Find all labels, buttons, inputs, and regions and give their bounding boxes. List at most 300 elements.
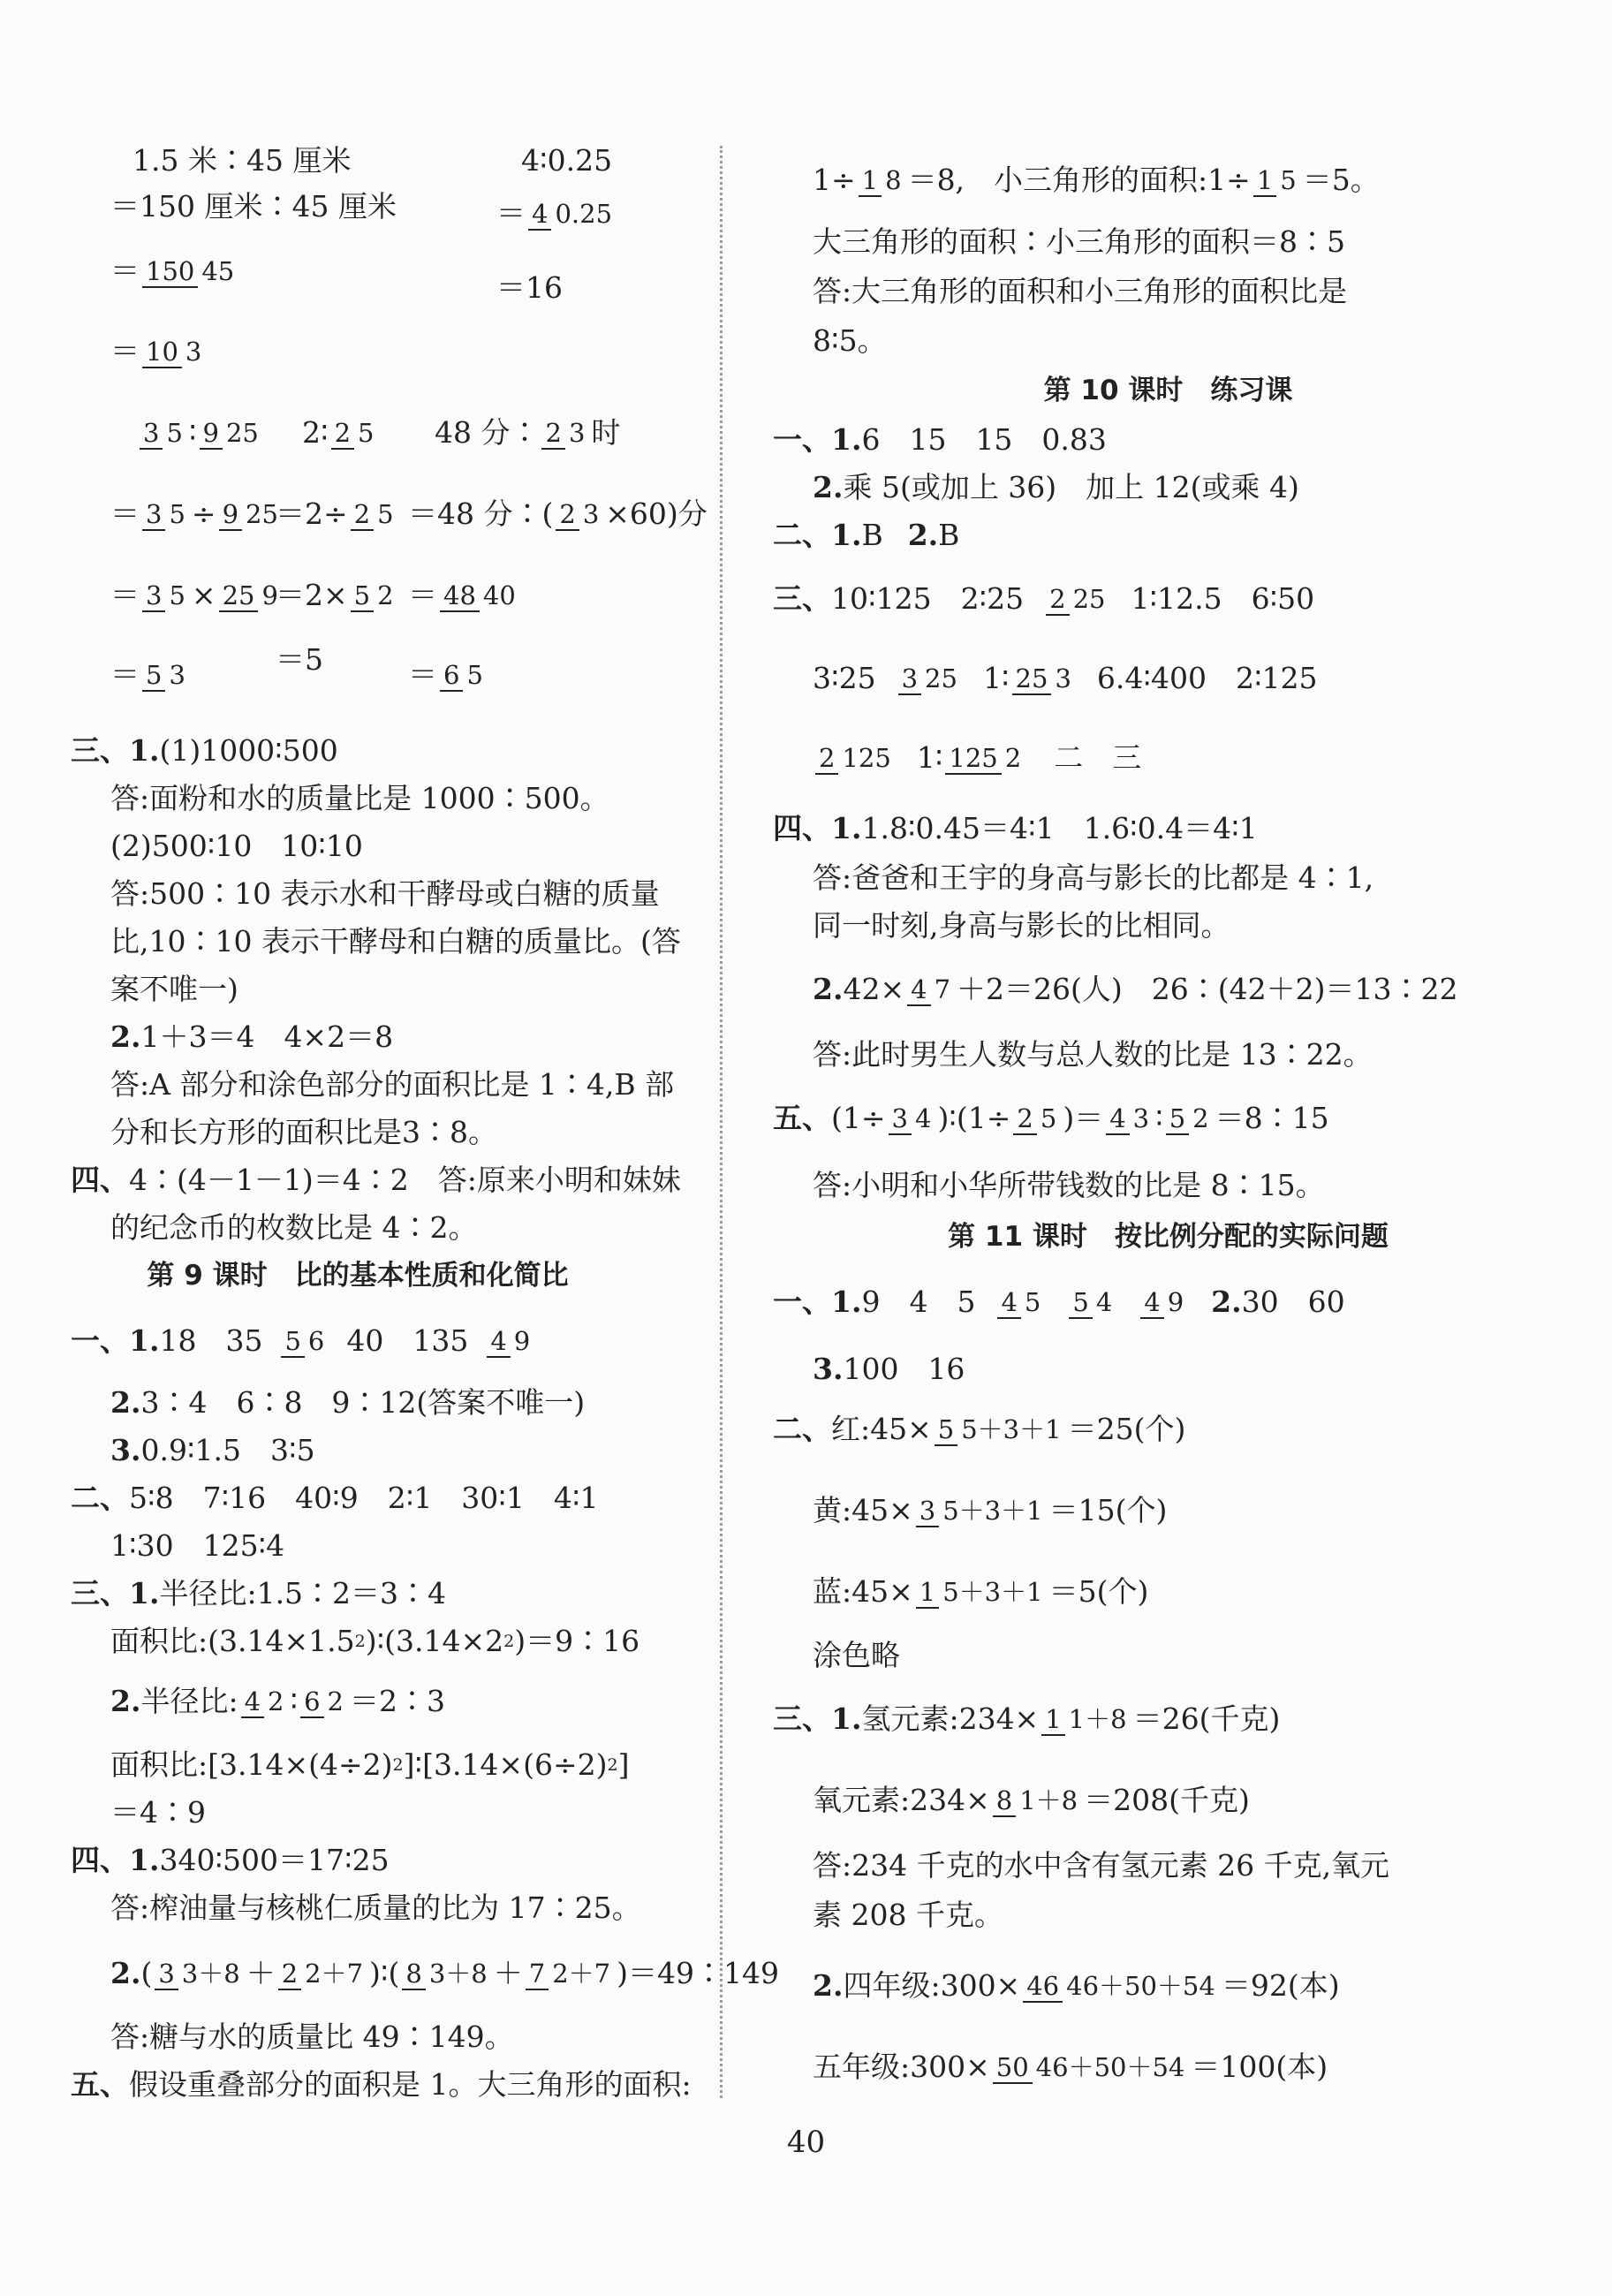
text-segment: 48 分∶ [435,415,540,450]
numerator: 50 [993,2052,1033,2084]
text-segment: 2. [813,972,844,1006]
line [813,322,887,360]
numerator: 2 [541,418,564,450]
text-segment: ＝2× [276,578,348,612]
text-segment: 10∶125 2∶25 [831,581,1025,616]
text-segment: ＝4∶9 [110,1795,206,1830]
text-segment: )＝49∶149 [617,1956,779,1990]
line [110,779,609,818]
text-segment: 面积比:(3.14×1.5 [110,1624,355,1658]
text-segment: ＝ [110,657,140,692]
text-segment: 2. [110,1019,141,1054]
line: 1.5 米∶45 厘米 [132,143,352,178]
fraction [300,1687,347,1716]
numerator: 2 [556,499,579,531]
text-segment: ÷ [191,496,216,531]
numerator: 4 [907,974,930,1006]
text-segment: 蓝:45× [813,1574,913,1609]
text-segment: 三、1. [71,1576,160,1610]
denominator: 125 [842,743,891,773]
text-segment: )∶(3.14×2 [365,1624,504,1658]
text-segment: 氢元素:234× [861,1701,1040,1736]
line [71,1161,681,1200]
text-segment: 的纪念币的枚数比是 4∶2。 [110,1210,478,1245]
text-segment: 第 10 课时 练习课 [1043,375,1293,406]
fraction [1012,664,1075,693]
text-segment: ∶ [1155,1101,1163,1135]
text-segment: 9 4 5 [861,1284,976,1319]
fraction [331,419,378,447]
text-segment: 四、 [71,1163,129,1197]
text-segment: 时 [591,415,621,450]
text-segment: ＋ [493,1956,523,1990]
line [110,1889,641,1928]
fraction [487,1327,534,1355]
text-segment: 1.8∶0.45＝4∶1 1.6∶0.4＝4∶1 [861,811,1258,845]
text-segment: 2. [110,1956,141,1990]
fraction [528,200,616,228]
text-segment: 三、1. [773,1701,862,1736]
fraction [155,1959,243,1988]
text-segment: ＝ [110,496,140,531]
denominator: 2 [268,1686,284,1716]
denominator: 3 [169,660,185,690]
denominator: 3＋8 [428,1959,488,1989]
denominator: 25 [1072,584,1106,614]
text-segment: 四、1. [71,1843,160,1877]
fraction [1046,585,1109,613]
numerator: 6 [300,1686,323,1718]
text-segment: ＝ [408,657,437,692]
numerator: 2 [351,499,374,531]
fraction [1140,1288,1187,1316]
denominator: 25 [246,499,278,529]
numerator: 4 [1106,1103,1129,1135]
text-segment: ＝5 [276,642,323,677]
line [110,1622,640,1661]
fraction [142,661,189,689]
text-segment: 分和长方形的面积比是3∶8。 [110,1115,497,1149]
text-segment: ( [140,1956,153,1990]
denominator: 2＋7 [552,1959,611,1989]
fraction [993,2053,1189,2081]
denominator: 9 [513,1326,531,1356]
numerator: 9 [219,499,242,531]
numerator: 2 [815,743,838,775]
text-segment: ] [617,1747,630,1782]
section-title-lesson-11 [724,1217,1612,1256]
fraction [241,1687,288,1716]
numerator: 3 [889,1103,912,1135]
denominator: 25 [225,418,259,448]
fraction [351,581,397,610]
line [813,906,1230,945]
line [110,922,681,961]
text-segment: 3. [110,1433,141,1467]
fraction [541,419,588,447]
denominator: 5 [169,580,185,610]
numerator: 2 [331,418,354,450]
fraction [935,1415,1065,1444]
text-segment: 42× [843,972,905,1006]
denominator: 4 [1095,1287,1113,1317]
line [773,1283,1345,1322]
numerator: 10 [142,337,182,368]
text-segment: 二、1. [773,518,862,552]
numerator: 3 [142,580,165,612]
line [71,1322,536,1360]
text-segment: 半径比: [140,1684,238,1718]
fraction [1253,166,1300,194]
text-segment: 答:大三角形的面积和小三角形的面积比是 [813,274,1348,308]
line [71,1574,446,1613]
line [813,272,1347,311]
fraction [440,661,487,689]
denominator: 3＋8 [181,1959,240,1989]
line [813,161,1380,200]
text-segment: 三、1. [71,733,160,768]
text-segment: ＝2÷ [276,496,348,531]
fraction [997,1288,1044,1316]
denominator: 5 [358,418,375,448]
text-segment: 1∶30 125∶4 [110,1528,285,1563]
line [813,859,1374,898]
numerator: 5 [1166,1103,1189,1135]
text-segment: 一、1. [773,422,862,457]
fraction [1023,1972,1219,2000]
denominator: 5＋3＋1 [942,1577,1043,1607]
numerator: 48 [440,580,480,612]
line [813,1572,1148,1611]
denominator: 46＋50＋54 [1066,1971,1215,2001]
line [408,495,708,534]
numerator: 5 [351,580,374,612]
text-segment: 四、1. [773,811,862,845]
line [773,580,1314,618]
text-segment: (1)1000∶500 [159,733,338,768]
text-segment: (2)500∶10 10∶10 [110,829,363,863]
denominator: 2 [1192,1103,1209,1133]
text-segment: ∶ [290,1684,299,1718]
denominator: 5＋3＋1 [961,1414,1062,1444]
line [813,468,1299,507]
denominator: 5 [166,418,183,448]
denominator: 5 [1024,1287,1041,1317]
numerator: 5 [1069,1287,1092,1319]
text-segment: (1÷ [831,1101,886,1135]
text-segment: 红:45× [831,1412,932,1446]
text-segment: 2. [1211,1284,1242,1319]
text-segment: 2∶ [302,415,329,450]
line [71,1841,390,1880]
text-segment: B [861,518,883,552]
numerator: 1 [916,1577,939,1609]
line [110,1954,779,1993]
line: ＝ 10 3 [110,332,208,371]
line: ＝ 4 0.25 [496,194,618,233]
fraction [281,1327,328,1355]
text-segment: 4∶(4－1－1)＝4∶2 答:原来小明和妹妹 [129,1163,681,1197]
text-segment: 黄:45× [813,1493,913,1527]
numerator: 2 [1013,1103,1036,1135]
fraction [278,1959,367,1988]
text-segment: 五、 [773,1101,831,1135]
text-segment: 答:爸爸和王宇的身高与影长的比都是 4∶1, [813,860,1374,895]
line [110,1018,393,1057]
text-segment: ×60)分 [605,496,708,531]
fraction [815,744,895,772]
text-segment: 一、1. [773,1284,862,1319]
text-segment: 答:此时男生人数与总人数的比是 13∶22。 [813,1037,1373,1072]
numerator: 25 [219,580,259,612]
text-segment: ＝26(千克) [1132,1701,1281,1736]
text-segment: 答:500∶10 表示水和干酵母或白糖的质量 [110,876,660,911]
text-segment: × [191,578,216,612]
numerator: 3 [916,1496,939,1527]
fraction [898,664,961,693]
text-segment: ]∶[3.14×(6÷2) [403,1747,608,1782]
text-segment: ＝8, 小三角形的面积:1÷ [907,163,1251,197]
fraction [907,975,954,1004]
text-segment: 2. [907,518,939,552]
denominator: 1＋8 [1068,1704,1127,1734]
section-title-lesson-9 [0,1256,715,1295]
text-segment: 二、 [773,1412,831,1446]
line [110,1113,497,1152]
text-segment: 2 [392,1755,404,1775]
line [110,1431,315,1470]
numerator: 2 [278,1959,301,1990]
denominator: 5＋3＋1 [942,1496,1043,1526]
fraction [440,581,519,610]
line [71,2065,692,2104]
line [110,1065,674,1104]
line [110,1209,477,1247]
section-title-lesson-10 [724,371,1612,410]
text-segment: 答:面粉和水的质量比是 1000∶500。 [110,781,609,815]
denominator: 3 [1055,663,1071,693]
text-segment: ∶ [188,415,197,450]
line: 4∶0.25 [521,143,613,178]
numerator: 3 [898,663,921,695]
text-segment: ＝48 分∶( [408,496,554,531]
page-number: 40 [786,2125,826,2160]
line: ＝150 厘米∶45 厘米 [110,189,397,224]
numerator: 5 [281,1326,304,1358]
text-segment: 2 [354,1632,366,1651]
fraction [142,500,189,528]
text-segment: 第 11 课时 按比例分配的实际问题 [948,1221,1389,1253]
text-segment: 1＋3＝4 4×2＝8 [140,1019,394,1054]
fraction [142,581,189,610]
text-segment: 0.9∶1.5 3∶5 [140,1433,315,1467]
fraction [1106,1104,1153,1133]
line [813,1491,1167,1530]
denominator: 9 [1167,1287,1184,1317]
text-segment: ＝92(本) [1221,1968,1340,2003]
numerator: 6 [440,660,463,692]
text-segment: 五年级:300× [813,2050,990,2084]
text-segment: ＝ [110,578,140,612]
line [773,809,1258,848]
line [813,223,1345,261]
denominator: 0.25 [555,199,613,229]
denominator: 5 [169,499,185,529]
text-segment: )∶( [369,1956,400,1990]
numerator: 4 [528,199,551,231]
denominator: 3 [1132,1103,1150,1133]
text-segment: 答:榨油量与核桃仁质量的比为 17∶25。 [110,1891,641,1925]
text-segment: 比,10∶10 表示干酵母和白糖的质量比。(答 [110,924,681,959]
line: ＝ 150 45 [110,252,240,291]
line [813,1350,965,1389]
left-column [0,0,779,2120]
text-segment: 100 16 [843,1352,965,1386]
denominator: 1＋8 [1019,1785,1078,1815]
numerator: 4 [997,1287,1020,1319]
numerator: 3 [155,1959,178,1990]
numerator: 3 [140,418,163,450]
line [813,1035,1373,1074]
fraction [351,500,397,528]
column-divider [720,146,723,2098]
text-segment: 氧元素:234× [813,1783,990,1817]
line [813,739,1141,777]
line [408,576,522,615]
numerator: 5 [142,660,165,692]
denominator: 40 [482,580,516,610]
fraction [142,257,238,285]
fraction [526,1959,614,1988]
text-segment: B [938,518,960,552]
line [110,1793,206,1832]
numerator: 46 [1023,1971,1063,2003]
numerator: 150 [142,256,198,288]
text-segment: )＝ [1063,1101,1104,1135]
fraction [859,166,905,194]
fraction [556,500,602,528]
line [813,2048,1328,2087]
denominator: 2 [327,1686,344,1716]
text-segment: ＝15(个) [1048,1493,1168,1527]
line [773,1099,1329,1138]
numerator: 1 [1253,165,1276,197]
denominator: 4 [914,1103,932,1133]
text-segment: 2 [607,1755,618,1775]
fraction [993,1786,1081,1815]
denominator: 3 [582,499,600,529]
text-segment: 6 15 15 0.83 [861,422,1107,457]
text-segment: 面积比:[3.14×(4÷2) [110,1747,393,1782]
line [435,413,620,452]
text-segment: ＝2∶3 [349,1684,445,1718]
fraction [889,1104,935,1133]
numerator: 125 [945,743,1001,775]
line [813,1636,900,1675]
line [110,655,192,694]
text-segment: 四年级:300× [843,1968,1021,2003]
text-segment: 340∶500＝17∶25 [159,1843,390,1877]
text-segment: 18 35 [159,1323,263,1358]
denominator: 6 [307,1326,325,1356]
text-segment: 3∶4 6∶8 9∶12(答案不唯一) [140,1385,586,1420]
fraction [140,419,186,447]
numerator: 4 [241,1686,264,1718]
numerator: 4 [487,1326,510,1358]
text-segment: 2. [813,470,844,504]
denominator: 2 [377,580,394,610]
fraction [916,1578,1047,1606]
text-segment: 假设重叠部分的面积是 1。大三角形的面积: [129,2067,692,2102]
line [71,731,338,770]
text-segment: 5∶8 7∶16 40∶9 2∶1 30∶1 4∶1 [129,1481,599,1515]
text-segment: 涂色略 [813,1638,900,1672]
text-segment: 40 135 [346,1323,469,1358]
text-segment: 答:糖与水的质量比 49∶149。 [110,2019,514,2054]
text-segment: 第 9 课时 比的基本性质和化简比 [147,1260,569,1292]
line [773,1700,1280,1739]
line [276,640,323,679]
text-segment: 1∶12.5 6∶50 [1131,581,1315,616]
denominator: 46＋50＋54 [1035,2052,1185,2082]
line [813,1966,1340,2005]
line [110,2018,514,2057]
fraction [1013,1104,1060,1133]
numerator: 1 [859,165,882,197]
text-segment: )＝9∶16 [514,1624,640,1658]
text-segment: 乘 5(或加上 36) 加上 12(或乘 4) [843,470,1299,504]
denominator: 8 [885,165,902,195]
denominator: 3 [185,337,202,367]
line [813,970,1457,1009]
denominator: 2 [1004,743,1022,773]
line [110,1527,284,1565]
line [110,1383,585,1422]
text-segment: ＝25(个) [1067,1412,1186,1446]
text-segment: 1∶ [916,740,943,775]
text-segment: 2 [503,1632,515,1651]
fraction [945,744,1025,772]
line [110,1746,629,1785]
denominator: 5 [1280,165,1297,195]
fraction [142,337,205,366]
text-segment: ＝5(个) [1048,1574,1149,1609]
text-segment: 同一时刻,身高与影长的比相同。 [813,908,1230,943]
text-segment: 素 208 千克。 [813,1898,1003,1932]
fraction [402,1959,490,1988]
text-segment: 30 60 [1241,1284,1345,1319]
text-segment: 2. [813,1968,844,2003]
denominator: 5 [1040,1103,1057,1133]
text-segment: 大三角形的面积∶小三角形的面积＝8∶5 [813,224,1345,259]
numerator: 1 [1041,1704,1064,1736]
line [813,659,1318,698]
line [813,1896,1003,1935]
text-segment: 2. [110,1684,141,1718]
line [110,875,660,913]
text-segment: 6.4∶400 2∶125 [1096,661,1318,695]
numerator: 3 [142,499,165,531]
denominator: 5 [377,499,394,529]
text-segment: 2. [110,1385,141,1420]
text-segment: ＋ [246,1956,276,1990]
fraction [219,500,282,528]
line [813,1781,1250,1820]
denominator: 3 [568,418,586,448]
fraction [1069,1288,1116,1316]
line [813,1166,1325,1205]
fraction [1041,1705,1130,1733]
